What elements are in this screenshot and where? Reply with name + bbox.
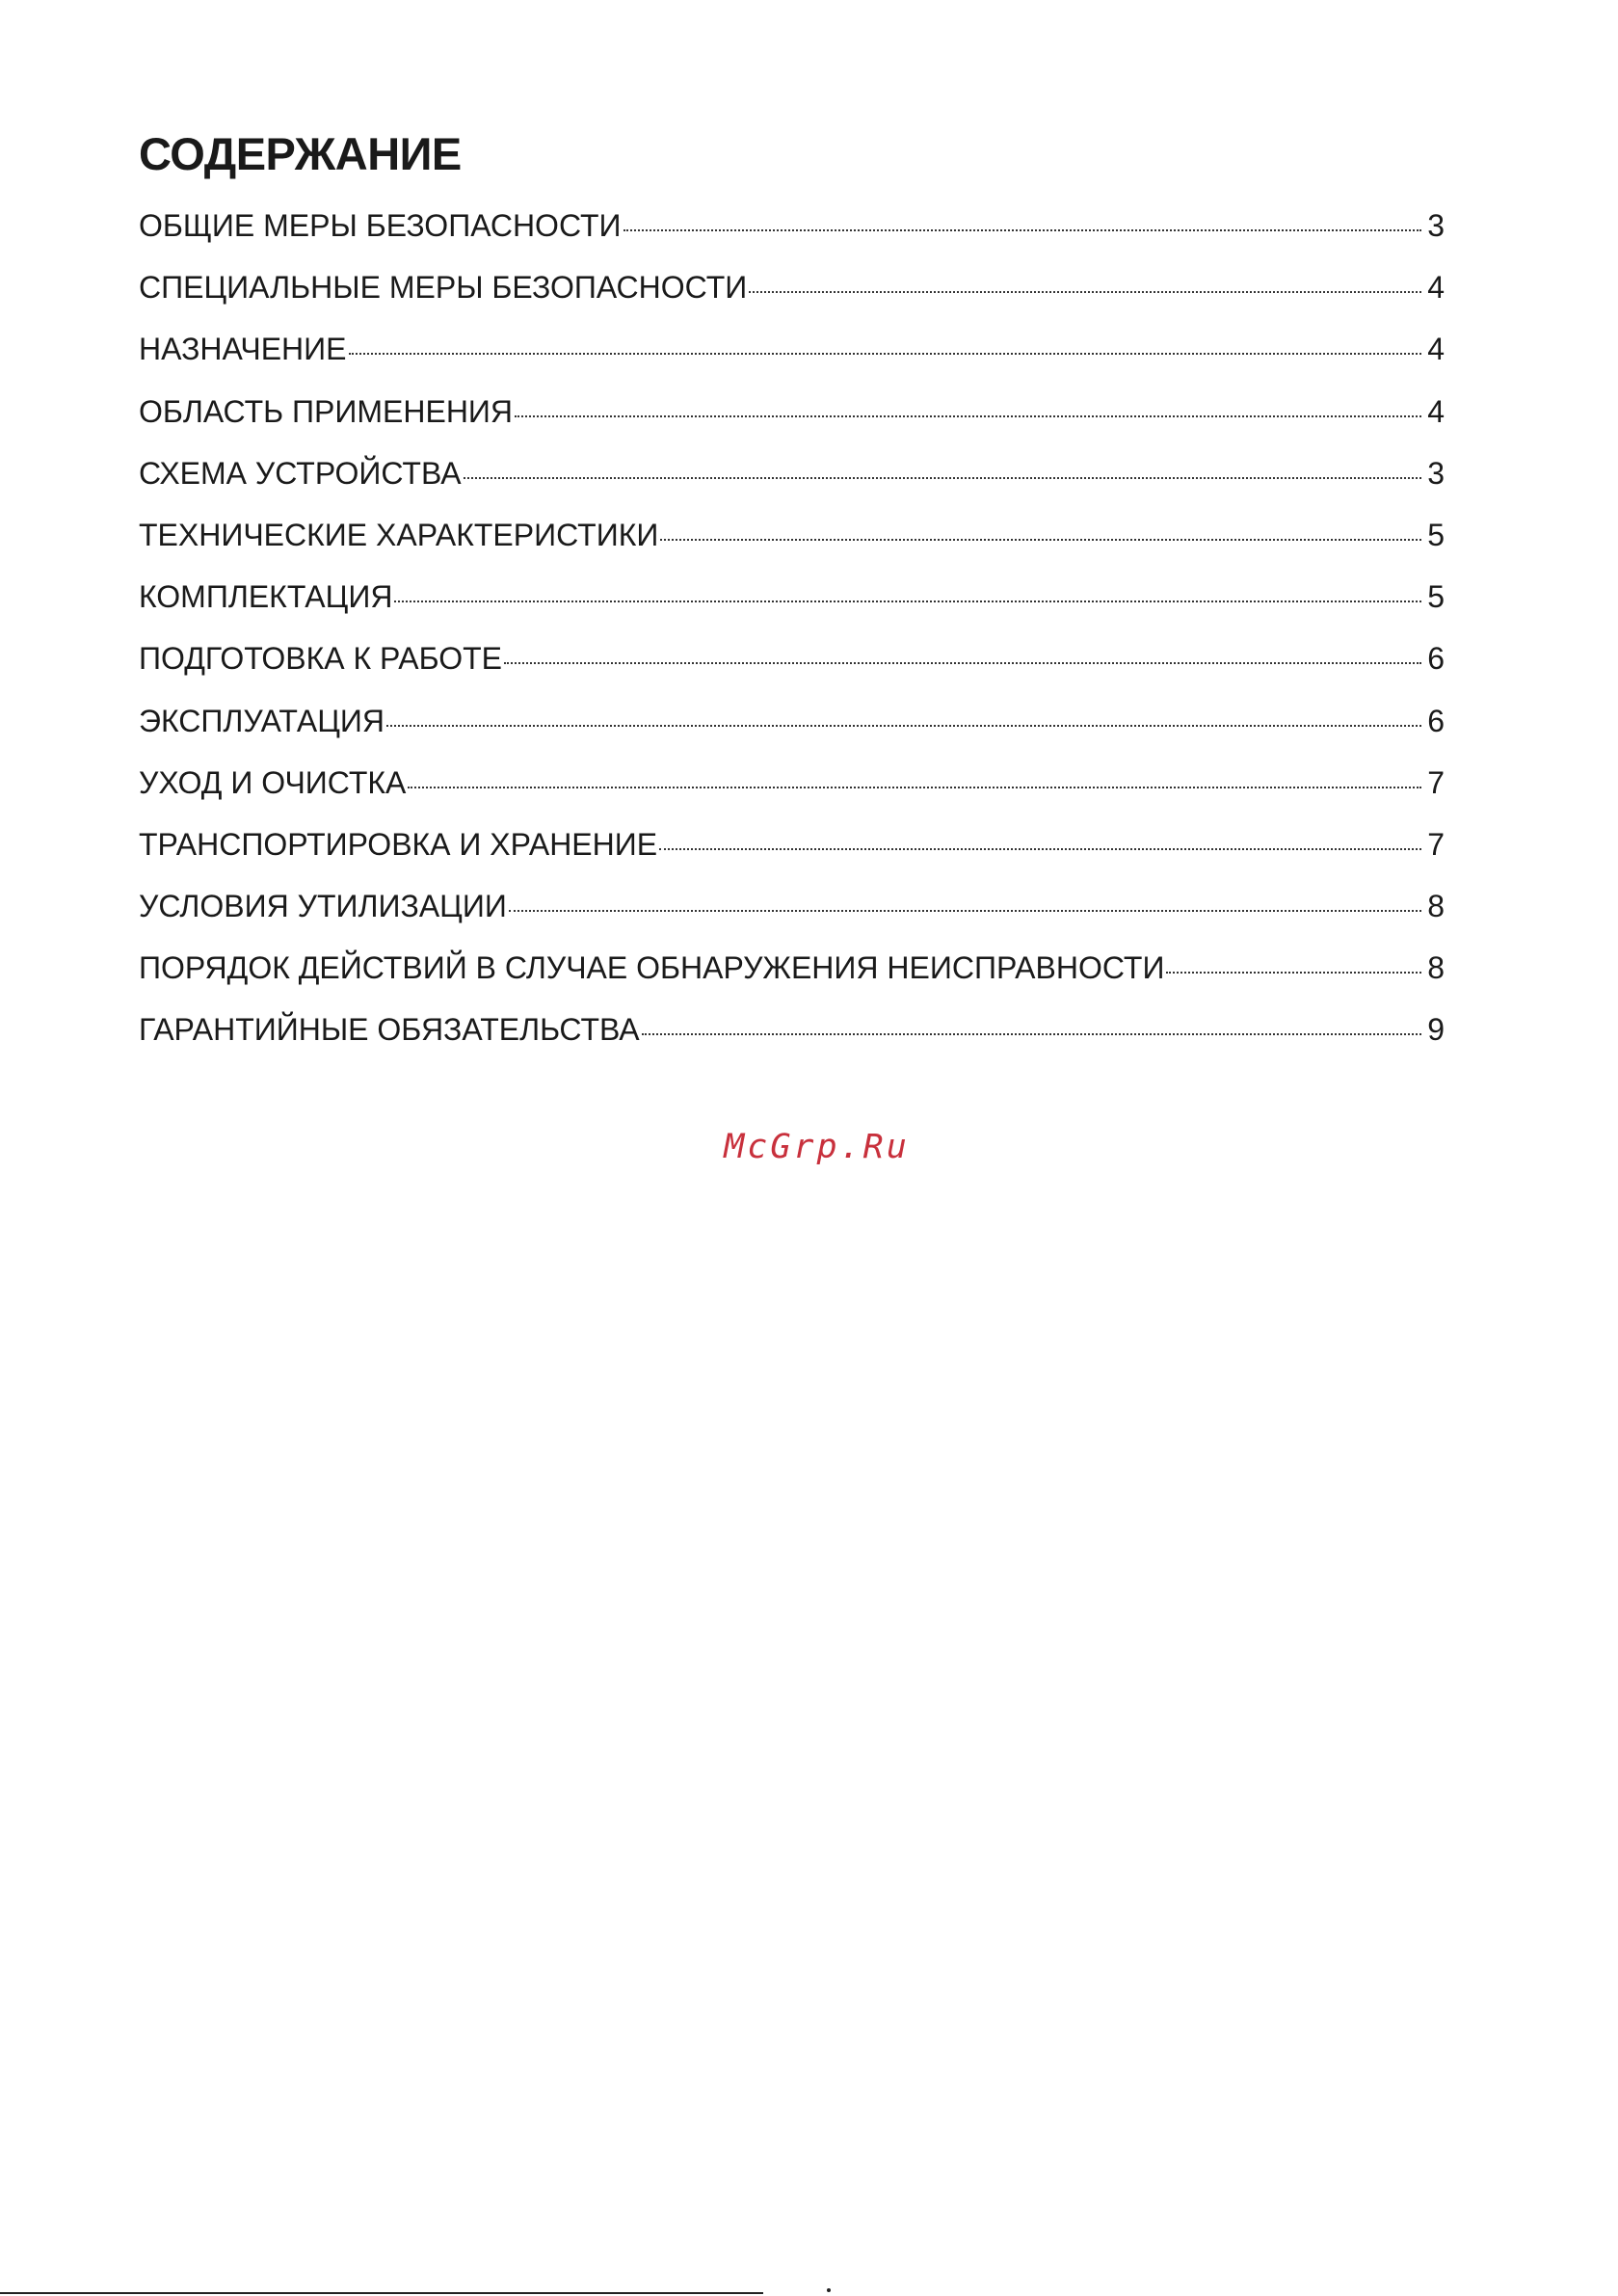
toc-entry-label: ПОРЯДОК ДЕЙСТВИЙ В СЛУЧАЕ ОБНАРУЖЕНИЯ НЕИСПРАВНОСТИ [139,950,1165,986]
page-bottom-mark [827,2288,831,2292]
toc-entry-page: 4 [1427,393,1445,429]
toc-dot-leader [394,601,1421,602]
toc-dot-leader [1166,972,1421,974]
toc-entry-preparation[interactable] [139,637,1445,699]
toc-dot-leader [504,662,1421,664]
toc-entry-label: ПОДГОТОВКА К РАБОТЕ [139,641,502,677]
watermark-text: McGrp.Ru [724,1128,910,1166]
toc-entry-label: ТЕХНИЧЕСКИЕ ХАРАКТЕРИСТИКИ [139,517,659,552]
toc-entry-application[interactable] [139,390,1445,452]
toc-entry-label: УХОД И ОЧИСТКА [139,764,407,800]
toc-entry-transport-storage[interactable] [139,823,1445,885]
toc-entry-special-safety[interactable] [139,266,1445,328]
toc-dot-leader [509,910,1421,912]
toc-entry-page: 6 [1427,703,1445,738]
toc-dot-leader [642,1033,1422,1035]
toc-entry-page: 8 [1427,889,1445,924]
toc-entry-label: СХЕМА УСТРОЙСТВА [139,455,462,491]
toc-entry-page: 3 [1427,455,1445,491]
toc-entry-label: УСЛОВИЯ УТИЛИЗАЦИИ [139,889,507,924]
toc-entry-page: 7 [1427,764,1445,800]
toc-entry-warranty[interactable] [139,1008,1445,1070]
toc-entry-label: СПЕЦИАЛЬНЫЕ МЕРЫ БЕЗОПАСНОСТИ [139,270,748,306]
toc-entry-page: 6 [1427,641,1445,677]
toc-entry-device-scheme[interactable] [139,452,1445,514]
toc-entry-package[interactable] [139,575,1445,637]
toc-dot-leader [749,291,1421,293]
toc-dot-leader [659,848,1421,850]
toc-entry-page: 8 [1427,950,1445,986]
toc-entry-page: 3 [1427,208,1445,243]
toc-entry-page: 5 [1427,517,1445,552]
toc-entry-page: 9 [1427,1012,1445,1048]
toc-entry-label: ГАРАНТИЙНЫЕ ОБЯЗАТЕЛЬСТВА [139,1012,640,1048]
toc-entry-page: 4 [1427,332,1445,367]
toc-dot-leader [408,787,1421,788]
toc-entry-label: НАЗНАЧЕНИЕ [139,332,347,367]
table-of-contents [139,204,1445,1071]
toc-dot-leader [660,539,1421,541]
page-title: СОДЕРЖАНИЕ [139,128,462,179]
toc-entry-page: 5 [1427,579,1445,615]
toc-entry-label: ОБЛАСТЬ ПРИМЕНЕНИЯ [139,393,514,429]
toc-entry-label: ОБЩИЕ МЕРЫ БЕЗОПАСНОСТИ [139,208,622,243]
toc-dot-leader [349,353,1422,355]
toc-entry-label: ТРАНСПОРТИРОВКА И ХРАНЕНИЕ [139,826,658,862]
toc-dot-leader [515,415,1421,417]
toc-entry-purpose[interactable] [139,328,1445,389]
toc-entry-troubleshooting[interactable] [139,947,1445,1008]
toc-entry-care-cleaning[interactable] [139,761,1445,823]
toc-entry-label: КОМПЛЕКТАЦИЯ [139,579,393,615]
toc-dot-leader [623,229,1422,231]
toc-dot-leader [386,725,1421,727]
toc-entry-specifications[interactable] [139,514,1445,575]
toc-entry-page: 4 [1427,270,1445,306]
page-bottom-rule [0,2292,763,2294]
toc-entry-page: 7 [1427,826,1445,862]
toc-entry-operation[interactable] [139,700,1445,761]
toc-entry-label: ЭКСПЛУАТАЦИЯ [139,703,385,738]
toc-entry-disposal[interactable] [139,885,1445,947]
toc-entry-general-safety[interactable] [139,204,1445,266]
toc-dot-leader [464,477,1422,479]
